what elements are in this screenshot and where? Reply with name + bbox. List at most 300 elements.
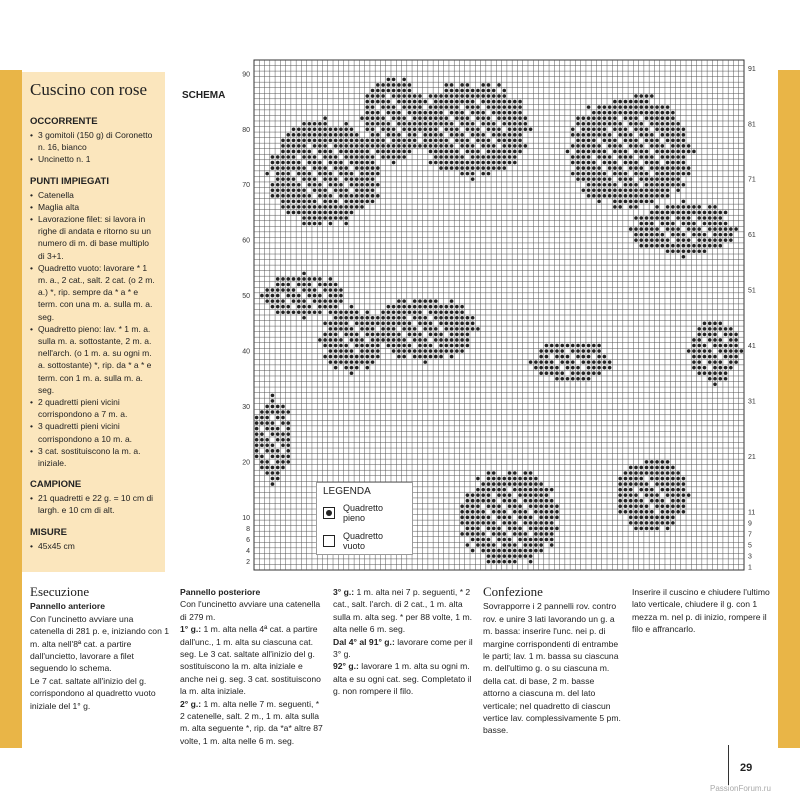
filled-square	[455, 100, 459, 104]
filled-square	[413, 327, 417, 331]
filled-square	[624, 133, 628, 137]
row-label-right: 71	[748, 176, 756, 184]
filled-square	[502, 144, 506, 148]
filled-square	[518, 477, 522, 481]
filled-square	[466, 521, 470, 525]
filled-square	[334, 205, 338, 209]
filled-square	[618, 155, 622, 159]
filled-square	[539, 521, 543, 525]
filled-square	[502, 161, 506, 165]
filled-square	[318, 128, 322, 132]
filled-square	[524, 144, 528, 148]
filled-square	[355, 139, 359, 143]
filled-square	[629, 122, 633, 126]
filled-square	[439, 305, 443, 309]
filled-square	[402, 299, 406, 303]
filled-square	[492, 554, 496, 558]
filled-square	[545, 499, 549, 503]
filled-square	[392, 128, 396, 132]
filled-square	[497, 83, 501, 87]
filled-square	[281, 200, 285, 204]
filled-square	[413, 299, 417, 303]
filled-square	[545, 510, 549, 514]
filled-square	[281, 177, 285, 181]
filled-square	[576, 172, 580, 176]
filled-square	[476, 510, 480, 514]
filled-square	[497, 150, 501, 154]
row-label-left: 20	[242, 459, 250, 467]
filled-square	[276, 305, 280, 309]
filled-square	[529, 488, 533, 492]
filled-square	[392, 161, 396, 165]
filled-square	[450, 105, 454, 109]
filled-square	[429, 139, 433, 143]
filled-square	[434, 161, 438, 165]
filled-square	[618, 188, 622, 192]
filled-square	[492, 100, 496, 104]
filled-square	[387, 155, 391, 159]
filled-square	[376, 94, 380, 98]
filled-square	[350, 371, 354, 375]
filled-square	[365, 94, 369, 98]
filled-square	[624, 161, 628, 165]
filled-square	[592, 194, 596, 198]
filled-square	[418, 344, 422, 348]
filled-square	[645, 482, 649, 486]
filled-square	[308, 200, 312, 204]
filled-square	[518, 100, 522, 104]
filled-square	[639, 466, 643, 470]
filled-square	[323, 172, 327, 176]
filled-square	[645, 200, 649, 204]
filled-square	[387, 128, 391, 132]
filled-square	[286, 432, 290, 436]
filled-square	[302, 128, 306, 132]
filled-square	[671, 205, 675, 209]
filled-square	[524, 493, 528, 497]
filled-square	[302, 222, 306, 226]
filled-square	[365, 122, 369, 126]
filled-square	[276, 155, 280, 159]
filled-square	[513, 482, 517, 486]
filled-square	[286, 172, 290, 176]
filled-square	[634, 238, 638, 242]
filled-square	[645, 504, 649, 508]
filled-square	[645, 161, 649, 165]
filled-square	[487, 482, 491, 486]
filled-square	[408, 327, 412, 331]
filled-square	[392, 150, 396, 154]
filled-square	[655, 211, 659, 215]
filled-square	[365, 344, 369, 348]
filled-square	[624, 128, 628, 132]
filled-square	[286, 460, 290, 464]
filled-square	[355, 166, 359, 170]
filled-square	[460, 83, 464, 87]
filled-square	[460, 349, 464, 353]
filled-square	[566, 150, 570, 154]
filled-square	[329, 172, 333, 176]
filled-square	[571, 161, 575, 165]
filled-square	[682, 155, 686, 159]
filled-square	[724, 349, 728, 353]
filled-square	[524, 538, 528, 542]
filled-square	[371, 327, 375, 331]
filled-square	[286, 177, 290, 181]
filled-square	[429, 333, 433, 337]
filled-square	[308, 150, 312, 154]
filled-square	[650, 139, 654, 143]
filled-square	[313, 128, 317, 132]
row-label-right: 9	[748, 520, 752, 528]
filled-square	[302, 283, 306, 287]
filled-square	[676, 227, 680, 231]
filled-square	[481, 521, 485, 525]
filled-square	[545, 504, 549, 508]
filled-square	[539, 504, 543, 508]
filled-square	[661, 499, 665, 503]
filled-square	[371, 122, 375, 126]
filled-square	[597, 371, 601, 375]
filled-square	[587, 366, 591, 370]
filled-square	[613, 100, 617, 104]
filled-square	[708, 349, 712, 353]
filled-square	[381, 327, 385, 331]
filled-square	[508, 516, 512, 520]
filled-square	[302, 155, 306, 159]
filled-square	[371, 116, 375, 120]
filled-square	[408, 144, 412, 148]
filled-square	[661, 222, 665, 226]
filled-square	[281, 161, 285, 165]
filled-square	[450, 100, 454, 104]
filled-square	[255, 438, 259, 442]
campione-heading: CAMPIONE	[30, 479, 82, 491]
filled-square	[355, 322, 359, 326]
filled-square	[276, 477, 280, 481]
filled-square	[397, 144, 401, 148]
filled-square	[703, 244, 707, 248]
filled-square	[629, 471, 633, 475]
list-item: • 3 quadretti pieni vicini corrispondono a 10 m. a.	[30, 420, 157, 444]
row-label-right: 41	[748, 343, 756, 350]
row-label-right: 61	[748, 232, 756, 240]
filled-square	[350, 349, 354, 353]
filled-square	[666, 238, 670, 242]
filled-square	[471, 504, 475, 508]
filled-square	[445, 105, 449, 109]
filled-square	[387, 322, 391, 326]
filled-square	[639, 94, 643, 98]
filled-square	[260, 460, 264, 464]
filled-square	[655, 504, 659, 508]
filled-square	[402, 100, 406, 104]
filled-square	[434, 116, 438, 120]
filled-square	[603, 177, 607, 181]
filled-square	[329, 283, 333, 287]
filled-square	[487, 499, 491, 503]
filled-square	[497, 128, 501, 132]
filled-square	[697, 327, 701, 331]
filled-square	[329, 139, 333, 143]
filled-square	[355, 310, 359, 314]
filled-square	[550, 516, 554, 520]
filled-square	[603, 105, 607, 109]
filled-square	[576, 366, 580, 370]
filled-square	[423, 305, 427, 309]
filled-square	[460, 94, 464, 98]
filled-square	[413, 122, 417, 126]
filled-square	[429, 349, 433, 353]
filled-square	[481, 100, 485, 104]
filled-square	[508, 560, 512, 564]
filled-square	[423, 360, 427, 364]
filled-square	[587, 105, 591, 109]
filled-square	[286, 443, 290, 447]
filled-square	[703, 355, 707, 359]
filled-square	[639, 172, 643, 176]
filled-square	[592, 161, 596, 165]
filled-square	[487, 83, 491, 87]
confezione-text: Sovrapporre i 2 pannelli rov. contro rov. e unire 3 lati lavorando un g. a m. bassa: inserire l'unc. nei p. di margine corrispondenti di entrambe le parti; lav. 1 m. bassa su ciascuna m. dell'ultimo g. o su ciascuna m. della cat. di base, 2 m. basse attorno a ciascuna m. del lato verticale; nel quadretto di ciascun vertice lav. complessivamente 5 pm. basse.	[483, 601, 621, 736]
filled-square	[671, 244, 675, 248]
filled-square	[381, 333, 385, 337]
filled-square	[587, 128, 591, 132]
filled-square	[355, 200, 359, 204]
filled-square	[297, 205, 301, 209]
filled-square	[639, 510, 643, 514]
filled-square	[713, 327, 717, 331]
confezione-heading: Confezione	[483, 584, 543, 599]
filled-square	[682, 488, 686, 492]
filled-square	[429, 322, 433, 326]
filled-square	[555, 527, 559, 531]
filled-square	[481, 510, 485, 514]
filled-square	[376, 172, 380, 176]
filled-square	[666, 161, 670, 165]
filled-square	[713, 333, 717, 337]
filled-square	[439, 94, 443, 98]
filled-square	[566, 360, 570, 364]
filled-square	[708, 216, 712, 220]
filled-square	[645, 155, 649, 159]
filled-square	[487, 155, 491, 159]
filled-square	[671, 111, 675, 115]
filled-square	[487, 538, 491, 542]
filled-square	[703, 349, 707, 353]
filled-square	[613, 128, 617, 132]
filled-square	[645, 128, 649, 132]
filled-square	[518, 122, 522, 126]
filled-square	[365, 200, 369, 204]
filled-square	[666, 527, 670, 531]
filled-square	[508, 144, 512, 148]
filled-square	[471, 327, 475, 331]
filled-square	[381, 105, 385, 109]
filled-square	[339, 338, 343, 342]
filled-square	[408, 94, 412, 98]
filled-square	[397, 150, 401, 154]
filled-square	[471, 155, 475, 159]
filled-square	[650, 155, 654, 159]
filled-square	[492, 94, 496, 98]
filled-square	[639, 482, 643, 486]
filled-square	[329, 161, 333, 165]
filled-square	[513, 504, 517, 508]
filled-square	[597, 111, 601, 115]
filled-square	[402, 83, 406, 87]
row-label-right: 51	[748, 287, 756, 295]
filled-square	[286, 410, 290, 414]
filled-square	[418, 94, 422, 98]
filled-square	[682, 499, 686, 503]
filled-square	[534, 510, 538, 514]
filled-square	[645, 493, 649, 497]
filled-square	[639, 244, 643, 248]
filled-square	[360, 344, 364, 348]
filled-square	[381, 89, 385, 93]
filled-square	[492, 527, 496, 531]
filled-square	[639, 521, 643, 525]
pannello-posteriore-heading: Pannello posteriore	[180, 587, 261, 597]
filled-square	[655, 205, 659, 209]
filled-square	[387, 144, 391, 148]
filled-square	[534, 549, 538, 553]
filled-square	[318, 194, 322, 198]
filled-square	[365, 355, 369, 359]
filled-square	[676, 155, 680, 159]
filled-square	[381, 100, 385, 104]
filled-square	[397, 338, 401, 342]
filled-square	[371, 105, 375, 109]
filled-square	[445, 327, 449, 331]
filled-square	[592, 366, 596, 370]
filled-square	[418, 305, 422, 309]
filled-square	[661, 183, 665, 187]
filled-square	[650, 516, 654, 520]
list-item: • 3 cat. sostituiscono la m. a. iniziale.	[30, 445, 157, 469]
filled-square	[276, 460, 280, 464]
filled-square	[476, 150, 480, 154]
pannello-anteriore-text-2: Le 7 cat. saltate all'inizio del g. corrispondono al quadretto vuoto iniziale del 1° g.	[30, 675, 156, 711]
filled-square	[539, 349, 543, 353]
filled-square	[413, 305, 417, 309]
filled-square	[344, 333, 348, 337]
filled-square	[402, 155, 406, 159]
filled-square	[265, 416, 269, 420]
filled-square	[260, 466, 264, 470]
filled-square	[297, 299, 301, 303]
filled-square	[529, 521, 533, 525]
filled-square	[497, 532, 501, 536]
filled-square	[281, 194, 285, 198]
filled-square	[308, 128, 312, 132]
filled-square	[329, 294, 333, 298]
filled-square	[487, 139, 491, 143]
filled-square	[671, 139, 675, 143]
filled-square	[545, 355, 549, 359]
filled-square	[360, 116, 364, 120]
filled-square	[639, 227, 643, 231]
filled-square	[292, 299, 296, 303]
filled-square	[571, 377, 575, 381]
filled-square	[376, 349, 380, 353]
filled-square	[492, 499, 496, 503]
filled-square	[387, 111, 391, 115]
filled-square	[376, 122, 380, 126]
filled-square	[371, 344, 375, 348]
filled-square	[671, 249, 675, 253]
filled-square	[613, 205, 617, 209]
filled-square	[286, 438, 290, 442]
filled-square	[439, 333, 443, 337]
filled-square	[429, 305, 433, 309]
filled-square	[697, 355, 701, 359]
filled-square	[476, 532, 480, 536]
filled-square	[334, 349, 338, 353]
row-label-left: 60	[242, 237, 250, 245]
filled-square	[497, 111, 501, 115]
filled-square	[703, 333, 707, 337]
filled-square	[618, 144, 622, 148]
list-item: • 45x45 cm	[30, 540, 157, 552]
filled-square	[302, 288, 306, 292]
filled-square	[308, 172, 312, 176]
filled-square	[323, 194, 327, 198]
filled-square	[497, 516, 501, 520]
pannello-anteriore-heading: Pannello anteriore	[30, 601, 105, 612]
filled-square	[676, 482, 680, 486]
filled-square	[634, 139, 638, 143]
filled-square	[466, 83, 470, 87]
filled-square	[292, 200, 296, 204]
decorative-band-right	[778, 70, 800, 748]
filled-square	[329, 333, 333, 337]
filled-square	[645, 183, 649, 187]
filled-square	[265, 288, 269, 292]
filled-square	[302, 277, 306, 281]
filled-square	[697, 233, 701, 237]
filled-square	[466, 144, 470, 148]
filled-square	[481, 94, 485, 98]
filled-square	[634, 172, 638, 176]
filled-square	[302, 299, 306, 303]
filled-square	[613, 150, 617, 154]
filled-square	[582, 349, 586, 353]
filled-square	[571, 144, 575, 148]
filled-square	[655, 238, 659, 242]
filled-square	[255, 432, 259, 436]
filled-square	[508, 504, 512, 508]
filled-square	[313, 288, 317, 292]
filled-square	[576, 349, 580, 353]
filled-square	[481, 499, 485, 503]
filled-square	[408, 333, 412, 337]
filled-square	[713, 355, 717, 359]
filled-square	[539, 527, 543, 531]
filled-square	[460, 155, 464, 159]
filled-square	[502, 488, 506, 492]
filled-square	[497, 105, 501, 109]
filled-square	[429, 94, 433, 98]
filled-square	[687, 244, 691, 248]
filled-square	[639, 133, 643, 137]
filled-square	[655, 521, 659, 525]
filled-square	[703, 211, 707, 215]
filled-square	[371, 89, 375, 93]
filled-square	[329, 133, 333, 137]
row-label-right: 31	[748, 398, 756, 406]
